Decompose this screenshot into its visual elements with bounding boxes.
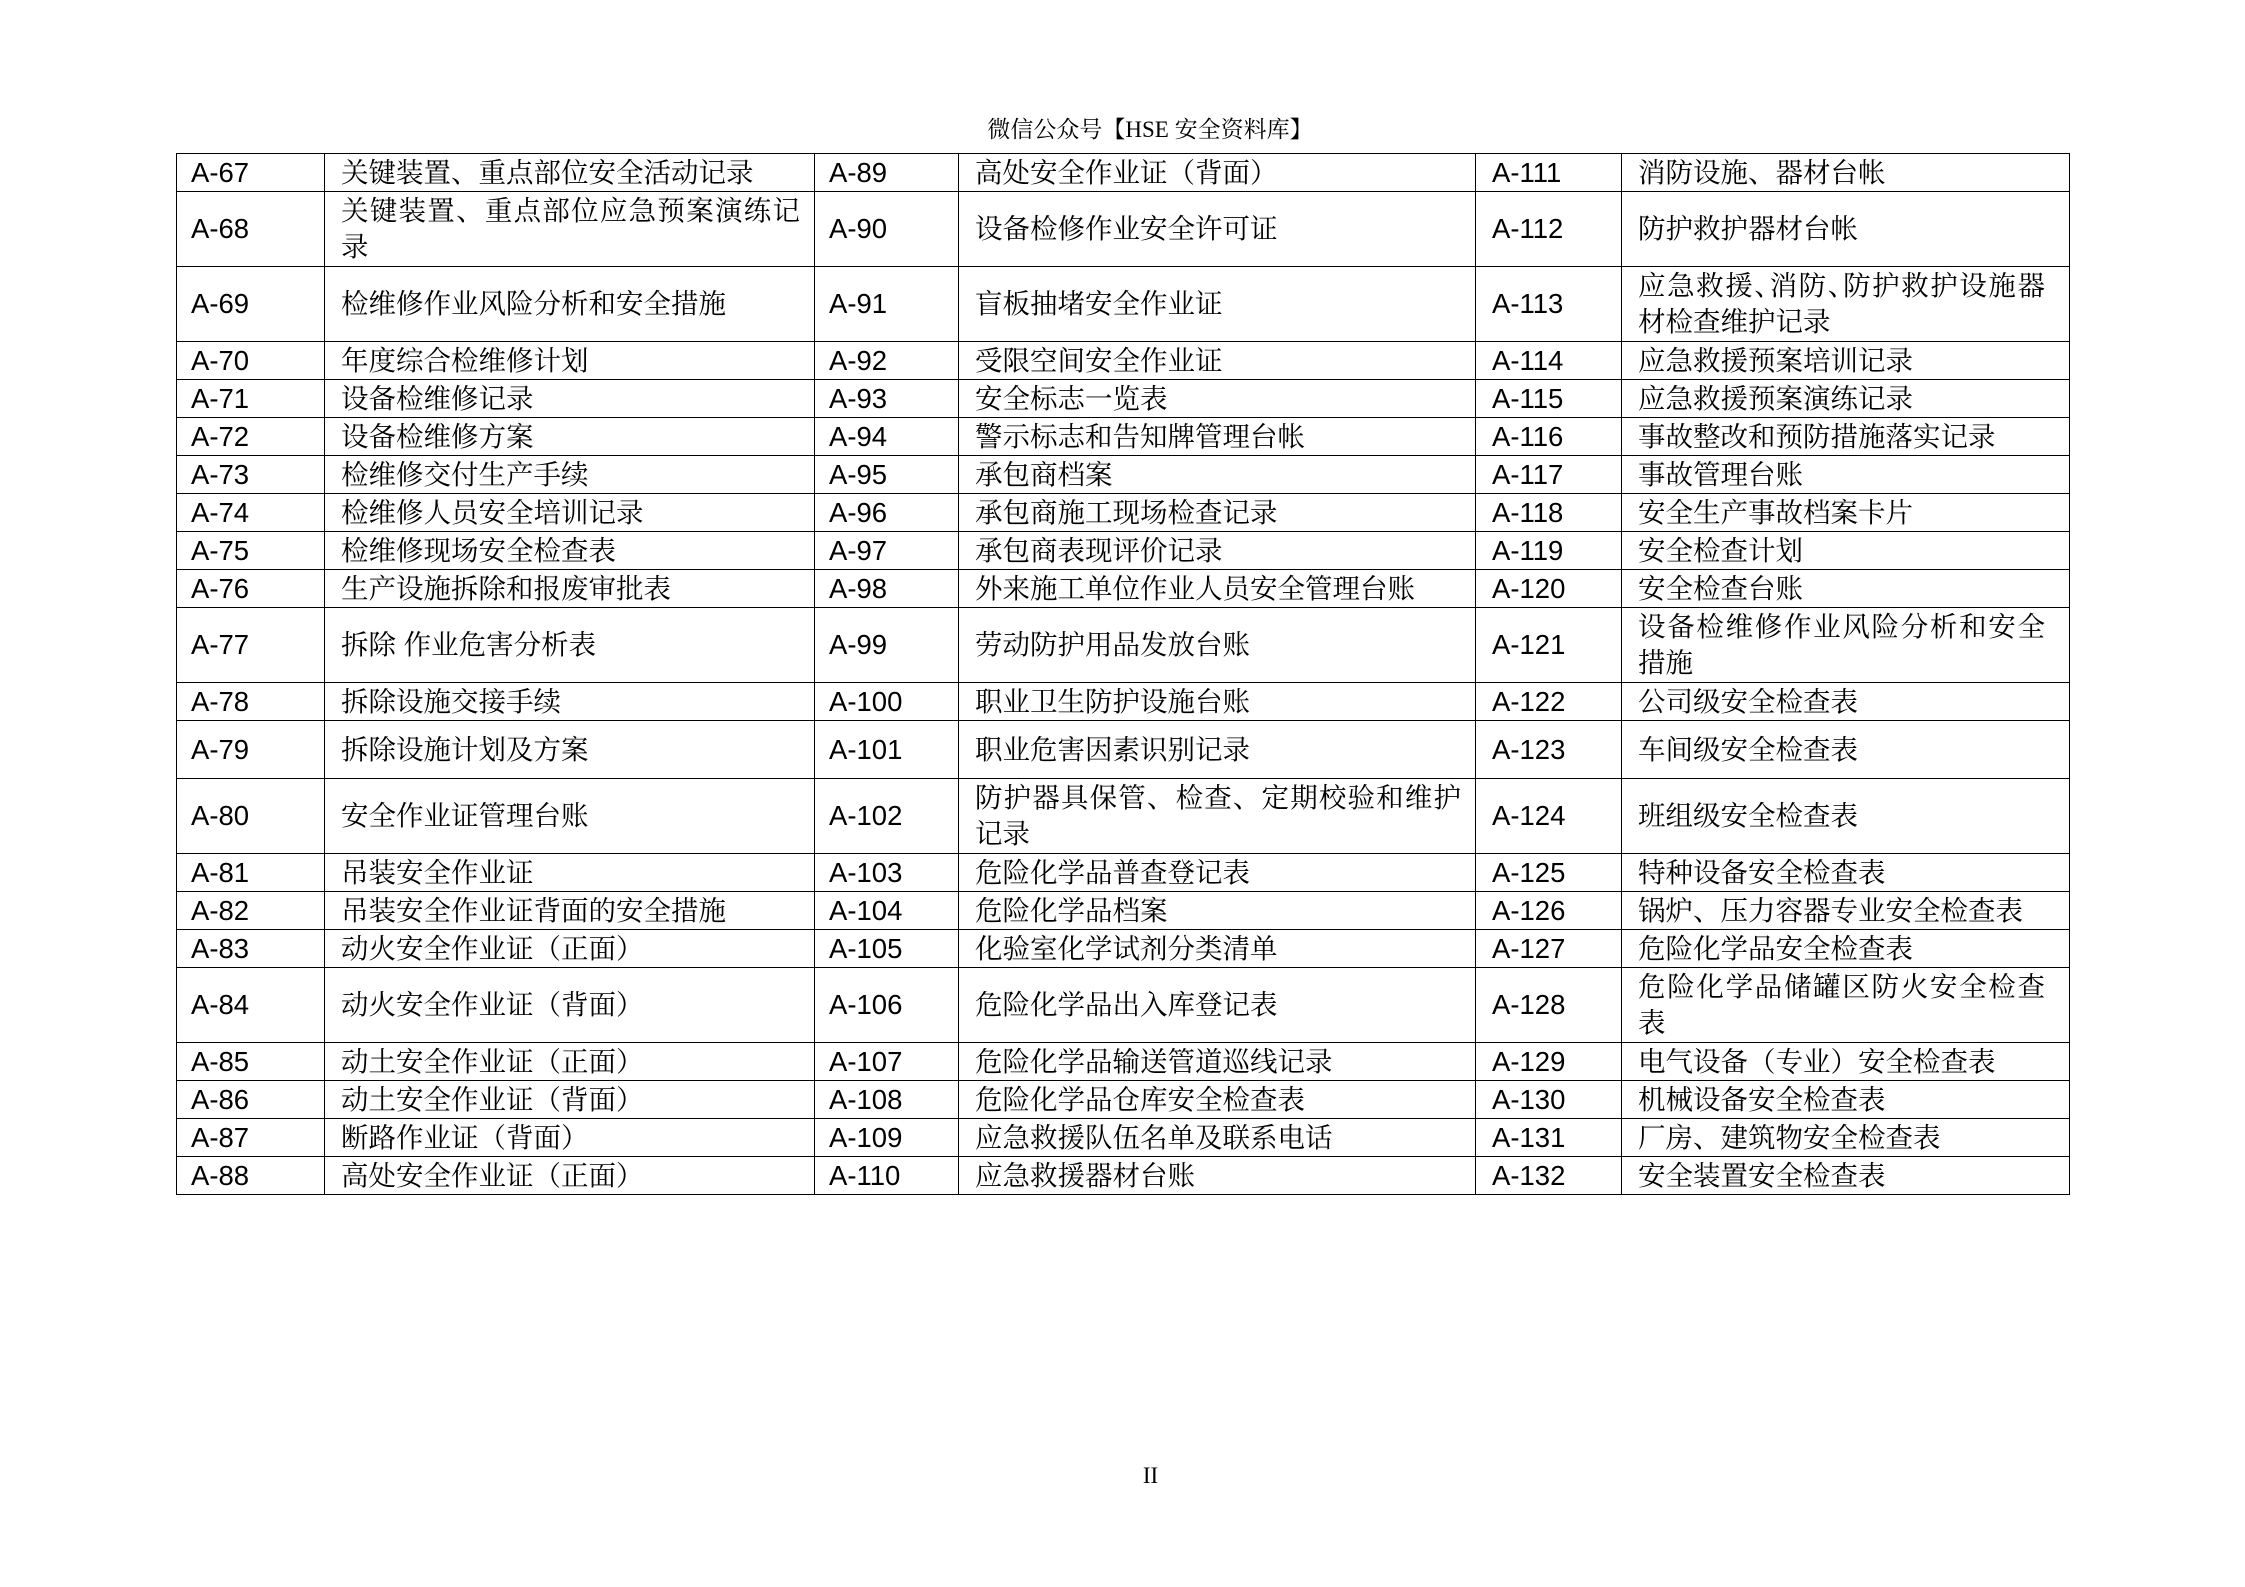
item-title-cell: 应急救援预案培训记录: [1622, 342, 2070, 380]
table-row: [177, 1119, 2070, 1157]
table-row: [177, 1081, 2070, 1119]
item-code-cell: A-92: [815, 342, 959, 380]
item-code-cell: A-74: [177, 494, 325, 532]
item-title-cell: 设备检维修作业风险分析和安全措施: [1622, 608, 2070, 683]
table-row: [177, 154, 2070, 192]
item-title-cell: 动土安全作业证（正面）: [325, 1043, 815, 1081]
item-title-cell: 危险化学品储罐区防火安全检查表: [1622, 968, 2070, 1043]
item-code-cell: A-94: [815, 418, 959, 456]
item-code-cell: A-105: [815, 930, 959, 968]
item-title-cell: 机械设备安全检查表: [1622, 1081, 2070, 1119]
item-code-cell: A-95: [815, 456, 959, 494]
item-title-cell: 危险化学品输送管道巡线记录: [959, 1043, 1476, 1081]
item-code-cell: A-87: [177, 1119, 325, 1157]
item-title-cell: 危险化学品安全检查表: [1622, 930, 2070, 968]
item-title-cell: 警示标志和告知牌管理台帐: [959, 418, 1476, 456]
item-title-cell: 危险化学品出入库登记表: [959, 968, 1476, 1043]
item-title-cell: 设备检维修方案: [325, 418, 815, 456]
item-code-cell: A-85: [177, 1043, 325, 1081]
item-code-cell: A-112: [1476, 192, 1622, 267]
item-title-cell: 承包商施工现场检查记录: [959, 494, 1476, 532]
item-code-cell: A-72: [177, 418, 325, 456]
item-code-cell: A-100: [815, 683, 959, 721]
item-title-cell: 动火安全作业证（正面）: [325, 930, 815, 968]
item-title-cell: 特种设备安全检查表: [1622, 854, 2070, 892]
item-title-cell: 应急救援器材台账: [959, 1157, 1476, 1195]
item-title-cell: 承包商表现评价记录: [959, 532, 1476, 570]
item-code-cell: A-89: [815, 154, 959, 192]
item-title-cell: 受限空间安全作业证: [959, 342, 1476, 380]
item-title-cell: 劳动防护用品发放台账: [959, 608, 1476, 683]
item-code-cell: A-111: [1476, 154, 1622, 192]
item-code-cell: A-128: [1476, 968, 1622, 1043]
item-code-cell: A-104: [815, 892, 959, 930]
item-title-cell: 检维修交付生产手续: [325, 456, 815, 494]
document-header: 微信公众号【HSE 安全资料库】: [987, 117, 1313, 142]
item-code-cell: A-82: [177, 892, 325, 930]
table-row: [177, 380, 2070, 418]
item-code-cell: A-114: [1476, 342, 1622, 380]
item-title-cell: 安全生产事故档案卡片: [1622, 494, 2070, 532]
item-title-cell: 安全标志一览表: [959, 380, 1476, 418]
item-title-cell: 检维修人员安全培训记录: [325, 494, 815, 532]
table-row: [177, 342, 2070, 380]
item-code-cell: A-76: [177, 570, 325, 608]
item-code-cell: A-101: [815, 721, 959, 779]
item-title-cell: 拆除 作业危害分析表: [325, 608, 815, 683]
item-code-cell: A-84: [177, 968, 325, 1043]
item-title-cell: 设备检维修记录: [325, 380, 815, 418]
table-row: [177, 267, 2070, 342]
item-title-cell: 承包商档案: [959, 456, 1476, 494]
table-row: [177, 418, 2070, 456]
item-code-cell: A-71: [177, 380, 325, 418]
item-title-cell: 职业卫生防护设施台账: [959, 683, 1476, 721]
item-code-cell: A-118: [1476, 494, 1622, 532]
item-code-cell: A-115: [1476, 380, 1622, 418]
item-code-cell: A-116: [1476, 418, 1622, 456]
table-row: [177, 456, 2070, 494]
item-code-cell: A-98: [815, 570, 959, 608]
item-code-cell: A-120: [1476, 570, 1622, 608]
item-code-cell: A-108: [815, 1081, 959, 1119]
item-code-cell: A-80: [177, 779, 325, 854]
item-title-cell: 外来施工单位作业人员安全管理台账: [959, 570, 1476, 608]
item-code-cell: A-123: [1476, 721, 1622, 779]
table-row: [177, 1043, 2070, 1081]
item-title-cell: 锅炉、压力容器专业安全检查表: [1622, 892, 2070, 930]
item-code-cell: A-102: [815, 779, 959, 854]
item-code-cell: A-119: [1476, 532, 1622, 570]
item-code-cell: A-73: [177, 456, 325, 494]
item-title-cell: 消防设施、器材台帐: [1622, 154, 2070, 192]
table-row: [177, 1157, 2070, 1195]
item-title-cell: 高处安全作业证（正面）: [325, 1157, 815, 1195]
item-title-cell: 车间级安全检查表: [1622, 721, 2070, 779]
item-title-cell: 关键装置、重点部位安全活动记录: [325, 154, 815, 192]
item-code-cell: A-106: [815, 968, 959, 1043]
item-title-cell: 班组级安全检查表: [1622, 779, 2070, 854]
item-title-cell: 拆除设施交接手续: [325, 683, 815, 721]
item-code-cell: A-117: [1476, 456, 1622, 494]
item-title-cell: 安全检查台账: [1622, 570, 2070, 608]
item-title-cell: 危险化学品仓库安全检查表: [959, 1081, 1476, 1119]
item-code-cell: A-68: [177, 192, 325, 267]
item-title-cell: 危险化学品普查登记表: [959, 854, 1476, 892]
item-code-cell: A-75: [177, 532, 325, 570]
table-row: [177, 532, 2070, 570]
item-title-cell: 事故整改和预防措施落实记录: [1622, 418, 2070, 456]
item-code-cell: A-124: [1476, 779, 1622, 854]
item-code-cell: A-103: [815, 854, 959, 892]
item-title-cell: 化验室化学试剂分类清单: [959, 930, 1476, 968]
table-row: [177, 570, 2070, 608]
table-row: [177, 968, 2070, 1043]
item-title-cell: 拆除设施计划及方案: [325, 721, 815, 779]
item-code-cell: A-70: [177, 342, 325, 380]
item-code-cell: A-122: [1476, 683, 1622, 721]
item-code-cell: A-86: [177, 1081, 325, 1119]
item-code-cell: A-126: [1476, 892, 1622, 930]
table-row: [177, 683, 2070, 721]
item-title-cell: 安全检查计划: [1622, 532, 2070, 570]
item-code-cell: A-96: [815, 494, 959, 532]
item-title-cell: 生产设施拆除和报废审批表: [325, 570, 815, 608]
item-title-cell: 动火安全作业证（背面）: [325, 968, 815, 1043]
item-code-cell: A-125: [1476, 854, 1622, 892]
item-title-cell: 检维修现场安全检查表: [325, 532, 815, 570]
table-row: [177, 892, 2070, 930]
item-title-cell: 职业危害因素识别记录: [959, 721, 1476, 779]
item-code-cell: A-129: [1476, 1043, 1622, 1081]
item-code-cell: A-97: [815, 532, 959, 570]
page-number: II: [1142, 1463, 1159, 1488]
table-row: [177, 721, 2070, 779]
item-title-cell: 危险化学品档案: [959, 892, 1476, 930]
item-title-cell: 应急救援预案演练记录: [1622, 380, 2070, 418]
item-title-cell: 安全装置安全检查表: [1622, 1157, 2070, 1195]
item-code-cell: A-90: [815, 192, 959, 267]
item-title-cell: 电气设备（专业）安全检查表: [1622, 1043, 2070, 1081]
item-code-cell: A-107: [815, 1043, 959, 1081]
item-title-cell: 年度综合检维修计划: [325, 342, 815, 380]
table-row: [177, 779, 2070, 854]
table-row: [177, 608, 2070, 683]
item-code-cell: A-99: [815, 608, 959, 683]
item-code-cell: A-79: [177, 721, 325, 779]
item-title-cell: 盲板抽堵安全作业证: [959, 267, 1476, 342]
table-row: [177, 192, 2070, 267]
item-code-cell: A-88: [177, 1157, 325, 1195]
item-code-cell: A-83: [177, 930, 325, 968]
item-title-cell: 吊装安全作业证背面的安全措施: [325, 892, 815, 930]
item-title-cell: 动土安全作业证（背面）: [325, 1081, 815, 1119]
item-code-cell: A-130: [1476, 1081, 1622, 1119]
item-title-cell: 事故管理台账: [1622, 456, 2070, 494]
item-title-cell: 公司级安全检查表: [1622, 683, 2070, 721]
item-code-cell: A-91: [815, 267, 959, 342]
item-title-cell: 厂房、建筑物安全检查表: [1622, 1119, 2070, 1157]
record-index-table-body: [177, 154, 2070, 1195]
item-title-cell: 断路作业证（背面）: [325, 1119, 815, 1157]
item-title-cell: 安全作业证管理台账: [325, 779, 815, 854]
item-code-cell: A-131: [1476, 1119, 1622, 1157]
item-title-cell: 关键装置、重点部位应急预案演练记录: [325, 192, 815, 267]
item-code-cell: A-109: [815, 1119, 959, 1157]
item-code-cell: A-110: [815, 1157, 959, 1195]
record-index-table: [176, 153, 2070, 1195]
item-title-cell: 吊装安全作业证: [325, 854, 815, 892]
item-code-cell: A-113: [1476, 267, 1622, 342]
item-title-cell: 设备检修作业安全许可证: [959, 192, 1476, 267]
item-title-cell: 防护救护器材台帐: [1622, 192, 2070, 267]
item-code-cell: A-77: [177, 608, 325, 683]
item-code-cell: A-78: [177, 683, 325, 721]
item-title-cell: 应急救援、消防、防护救护设施器材检查维护记录: [1622, 267, 2070, 342]
item-code-cell: A-132: [1476, 1157, 1622, 1195]
item-code-cell: A-69: [177, 267, 325, 342]
item-title-cell: 检维修作业风险分析和安全措施: [325, 267, 815, 342]
item-title-cell: 应急救援队伍名单及联系电话: [959, 1119, 1476, 1157]
item-code-cell: A-81: [177, 854, 325, 892]
item-title-cell: 高处安全作业证（背面）: [959, 154, 1476, 192]
item-title-cell: 防护器具保管、检查、定期校验和维护记录: [959, 779, 1476, 854]
table-row: [177, 930, 2070, 968]
table-row: [177, 494, 2070, 532]
item-code-cell: A-121: [1476, 608, 1622, 683]
item-code-cell: A-67: [177, 154, 325, 192]
item-code-cell: A-127: [1476, 930, 1622, 968]
table-row: [177, 854, 2070, 892]
item-code-cell: A-93: [815, 380, 959, 418]
